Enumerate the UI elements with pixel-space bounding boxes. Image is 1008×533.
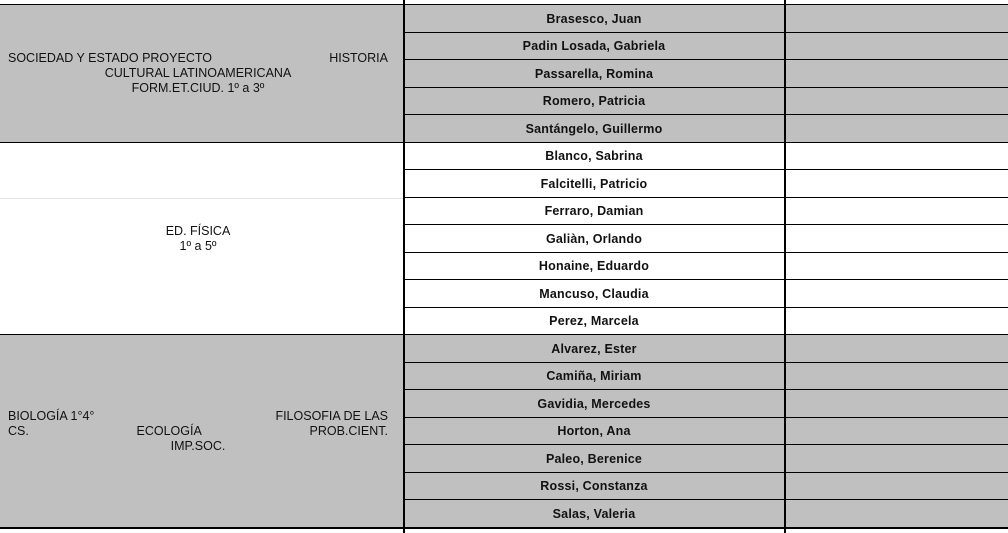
faint-divider — [0, 198, 404, 199]
teacher-name-cell[interactable]: Brasesco, Juan — [404, 5, 784, 33]
teacher-name-cell[interactable]: Camiña, Miriam — [404, 363, 784, 391]
subject-text — [0, 143, 404, 336]
teacher-name-cell[interactable]: Honaine, Eduardo — [404, 253, 784, 281]
teacher-name-cell[interactable]: Blanco, Sabrina — [404, 143, 784, 171]
subject-label: IMP.SOC. — [170, 438, 226, 453]
teacher-name-cell[interactable]: Passarella, Romina — [404, 60, 784, 88]
subject-cell[interactable] — [0, 5, 404, 143]
empty-cell[interactable] — [786, 418, 1008, 446]
empty-cell[interactable] — [786, 390, 1008, 418]
subject-line — [8, 409, 388, 424]
subject-label: SOCIEDAD Y ESTADO PROYECTO — [8, 51, 212, 66]
subject-label: 1º a 5º — [179, 238, 217, 253]
subject-line — [8, 239, 388, 254]
teacher-name-cell[interactable]: Falcitelli, Patricio — [404, 170, 784, 198]
empty-cell[interactable] — [786, 5, 1008, 33]
subject-label: HISTORIA — [329, 51, 388, 66]
subject-label: FILOSOFIA DE LAS — [275, 408, 388, 423]
empty-cell[interactable] — [786, 445, 1008, 473]
subject-lines — [0, 51, 404, 96]
teacher-name-cell[interactable]: Salas, Valeria — [404, 500, 784, 528]
subject-cell[interactable] — [0, 143, 404, 336]
teacher-name-cell[interactable]: Galiàn, Orlando — [404, 225, 784, 253]
empty-cell[interactable] — [786, 33, 1008, 61]
empty-cell[interactable] — [786, 198, 1008, 226]
empty-cell[interactable] — [786, 500, 1008, 528]
empty-cell[interactable] — [786, 253, 1008, 281]
subject-lines — [0, 224, 404, 254]
empty-cell[interactable] — [786, 170, 1008, 198]
subject-line — [8, 66, 388, 81]
teacher-name-cell[interactable]: Padin Losada, Gabriela — [404, 33, 784, 61]
subject-label: CS. — [8, 423, 29, 438]
teacher-name-cell[interactable]: Gavidia, Mercedes — [404, 390, 784, 418]
empty-cell[interactable] — [786, 308, 1008, 336]
subject-line — [8, 439, 388, 454]
subject-label: FORM.ET.CIUD. 1º a 3º — [131, 81, 265, 96]
empty-cell[interactable] — [786, 225, 1008, 253]
group-divider — [0, 527, 404, 529]
subject-label: PROB.CIENT. — [309, 423, 388, 438]
empty-cell[interactable] — [786, 280, 1008, 308]
subject-label: ECOLOGÍA — [136, 423, 202, 438]
teacher-name-cell[interactable]: Alvarez, Ester — [404, 335, 784, 363]
empty-cell[interactable] — [786, 335, 1008, 363]
teacher-name-cell[interactable]: Paleo, Berenice — [404, 445, 784, 473]
teacher-name-cell[interactable]: Rossi, Constanza — [404, 473, 784, 501]
subject-line — [8, 424, 388, 439]
teacher-name-cell[interactable]: Horton, Ana — [404, 418, 784, 446]
subject-label: CULTURAL LATINOAMERICANA — [104, 66, 292, 81]
subject-cell[interactable] — [0, 335, 404, 528]
teacher-name-cell[interactable]: Mancuso, Claudia — [404, 280, 784, 308]
empty-cell[interactable] — [786, 143, 1008, 171]
column-divider-left — [403, 0, 405, 533]
subject-lines — [0, 409, 404, 454]
empty-cell[interactable] — [786, 115, 1008, 143]
empty-cell[interactable] — [786, 473, 1008, 501]
teacher-name-cell[interactable]: Romero, Patricia — [404, 88, 784, 116]
empty-cell[interactable] — [786, 88, 1008, 116]
subject-text — [0, 335, 404, 528]
teacher-name-cell[interactable]: Ferraro, Damian — [404, 198, 784, 226]
column-divider-right — [784, 0, 786, 533]
subject-line — [8, 51, 388, 66]
row-divider — [404, 527, 1008, 529]
teacher-name-cell[interactable]: Perez, Marcela — [404, 308, 784, 336]
empty-cell[interactable] — [786, 60, 1008, 88]
subject-line — [8, 81, 388, 96]
subject-label: ED. FÍSICA — [165, 223, 231, 238]
subject-text — [0, 5, 404, 143]
subject-label: BIOLOGÍA 1°4° — [8, 408, 95, 423]
empty-cell[interactable] — [786, 363, 1008, 391]
subject-line — [8, 224, 388, 239]
teacher-name-cell[interactable]: Santángelo, Guillermo — [404, 115, 784, 143]
